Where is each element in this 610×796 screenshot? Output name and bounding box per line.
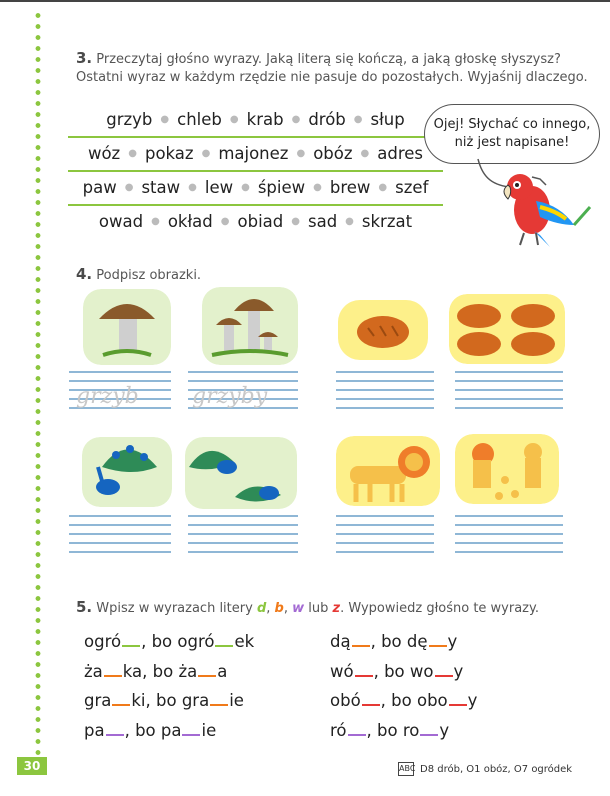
fill-in-blank[interactable] (420, 734, 438, 736)
fill-in-text: y (447, 632, 458, 651)
bullet-separator: ● (296, 147, 306, 159)
fill-in-blank[interactable] (198, 675, 216, 677)
fill-in-blank[interactable] (435, 675, 453, 677)
trace-word-grzyb: grzyb (76, 384, 139, 409)
writing-lines (69, 515, 171, 560)
fill-in-blank[interactable] (112, 704, 130, 706)
ex4-instruction-text: Podpisz obrazki. (96, 268, 202, 283)
writing-lines (188, 515, 298, 560)
speech-bubble-text: Ojej! Słychać co innego, niż jest napisane! (433, 117, 591, 150)
bullet-separator: ● (313, 181, 322, 193)
footer-reference (398, 762, 572, 776)
word: chleb (177, 109, 222, 129)
fill-in-text: a (217, 661, 228, 681)
bullet-separator: ● (378, 181, 388, 193)
word: skrzat (361, 211, 413, 231)
writing-lines (455, 515, 563, 560)
book-icon: ABC (398, 762, 414, 776)
word: pokaz (144, 143, 194, 163)
ex4-instruction (76, 265, 201, 285)
word: grzyb (106, 109, 153, 129)
ex5-instruction: 5. Wpisz w wyrazach litery d, b, w lub z. Wypowiedz głośno te wyrazy. (76, 598, 539, 616)
lions-picture (455, 434, 559, 504)
letter-z: z (332, 601, 341, 616)
word-row-3 (68, 170, 443, 204)
writing-lines (455, 371, 563, 416)
fill-in-text: ró (330, 720, 347, 740)
page-number: 30 (17, 757, 47, 775)
fill-in-row (84, 721, 216, 740)
lion-picture (336, 436, 440, 506)
fill-in-text: y (453, 661, 464, 681)
bullet-separator: ● (353, 113, 363, 125)
bullet-separator: ● (241, 181, 250, 193)
top-border (0, 0, 610, 2)
fill-in-blank[interactable] (104, 675, 122, 677)
word: słup (370, 109, 405, 129)
ex5-number: 5. (76, 598, 93, 616)
bullet-separator: ● (345, 215, 354, 227)
word: drób (308, 109, 346, 129)
fill-in-text: wó (330, 661, 354, 681)
mushroom-picture (83, 289, 171, 365)
fill-in-blank[interactable] (215, 645, 233, 647)
peacocks-picture (185, 437, 297, 509)
fill-in-text: , bo ro (366, 720, 420, 740)
ex5-instruction-pre: Wpisz w wyrazach litery (96, 601, 253, 616)
letter-w: w (292, 601, 305, 616)
fill-in-row (330, 691, 477, 710)
fill-in-row (84, 632, 254, 651)
fill-in-text: ka, bo ża (122, 661, 198, 681)
word: śpiew (257, 177, 306, 197)
word: staw (141, 177, 181, 197)
bullet-separator: ● (124, 181, 134, 193)
word: wóz (87, 143, 121, 163)
bread-picture (338, 300, 428, 360)
word: paw (82, 177, 117, 197)
word: owad (98, 211, 144, 231)
bullet-separator: ● (151, 215, 160, 227)
word-row-2 (68, 136, 443, 170)
fill-in-blank[interactable] (348, 734, 366, 736)
letter-b: b (274, 601, 284, 616)
fill-in-blank[interactable] (106, 734, 124, 736)
fill-in-text: dą (330, 632, 351, 651)
ex3-instruction-line2: Ostatni wyraz w każdym rzędzie nie pasuje do pozostałych. Wyjaśnij dlaczego. (76, 70, 588, 85)
word: krab (246, 109, 284, 129)
parrot-illustration (470, 155, 600, 250)
peacock-picture (82, 437, 172, 507)
bullet-separator: ● (160, 113, 170, 125)
or-word: lub (308, 601, 329, 616)
fill-in-text: ki, bo gra (131, 691, 210, 710)
fill-in-text: gra (84, 691, 112, 710)
bullet-separator: ● (291, 113, 301, 125)
word-row-1 (68, 102, 443, 136)
bullet-separator: ● (229, 113, 239, 125)
fill-in-blank[interactable] (429, 645, 447, 647)
bullet-separator: ● (220, 215, 230, 227)
bullet-separator: ● (188, 181, 197, 193)
fill-in-blank[interactable] (182, 734, 200, 736)
fill-in-text: ie (229, 691, 244, 710)
fill-in-text: obó (330, 691, 361, 710)
word-row-4 (68, 204, 443, 238)
word: okład (167, 211, 213, 231)
fill-in-blank[interactable] (449, 704, 467, 706)
fill-in-text: y (439, 720, 450, 740)
fill-in-row (330, 721, 449, 740)
word: obiad (237, 211, 284, 231)
fill-in-row (330, 632, 457, 651)
fill-in-row (330, 662, 463, 681)
bullet-separator: ● (291, 215, 300, 227)
word: sad (307, 211, 338, 231)
fill-in-blank[interactable] (362, 704, 380, 706)
fill-in-text: ie (201, 720, 217, 740)
word: adres (377, 143, 424, 163)
breads-picture (449, 294, 565, 364)
word: obóz (313, 143, 353, 163)
bullet-separator: ● (360, 147, 370, 159)
word: majonez (218, 143, 289, 163)
trace-word-grzyby: grzyby (192, 384, 268, 409)
fill-in-text: , bo wo (373, 661, 434, 681)
fill-in-blank[interactable] (355, 675, 373, 677)
fill-in-blank[interactable] (210, 704, 228, 706)
word: lew (204, 177, 234, 197)
bullet-separator: ● (128, 147, 137, 159)
ex3-instruction-line1: Przeczytaj głośno wyrazy. Jaką literą się kończą, a jaką głoskę słyszysz? (96, 52, 561, 67)
fill-in-text: , bo dę (370, 632, 428, 651)
fill-in-text: y (467, 691, 478, 710)
fill-in-text: , bo obo (380, 691, 448, 710)
footer-text: D8 drób, O1 obóz, O7 ogródek (420, 763, 573, 775)
writing-lines (336, 515, 434, 560)
fill-in-text: , bo ogró (141, 632, 215, 651)
fill-in-text: , bo pa (124, 720, 182, 740)
ex3-number: 3. (76, 49, 93, 67)
fill-in-row (84, 662, 227, 681)
letter-d: d (256, 601, 267, 616)
writing-lines (336, 371, 434, 416)
fill-in-blank[interactable] (352, 645, 370, 647)
ex4-number: 4. (76, 265, 93, 283)
ex3-instruction (76, 49, 596, 87)
word: szef (395, 177, 429, 197)
fill-in-row (84, 691, 244, 710)
fill-in-text: pa (84, 720, 105, 740)
fill-in-text: ogró (84, 632, 122, 651)
fill-in-text: ża (84, 661, 103, 681)
fill-in-text: ek (234, 632, 255, 651)
dotted-margin (35, 10, 41, 755)
ex5-instruction-post: . Wypowiedz głośno te wyrazy. (340, 601, 539, 616)
bullet-separator: ● (201, 147, 211, 159)
fill-in-blank[interactable] (122, 645, 140, 647)
mushrooms-picture (202, 287, 298, 365)
word: brew (329, 177, 371, 197)
